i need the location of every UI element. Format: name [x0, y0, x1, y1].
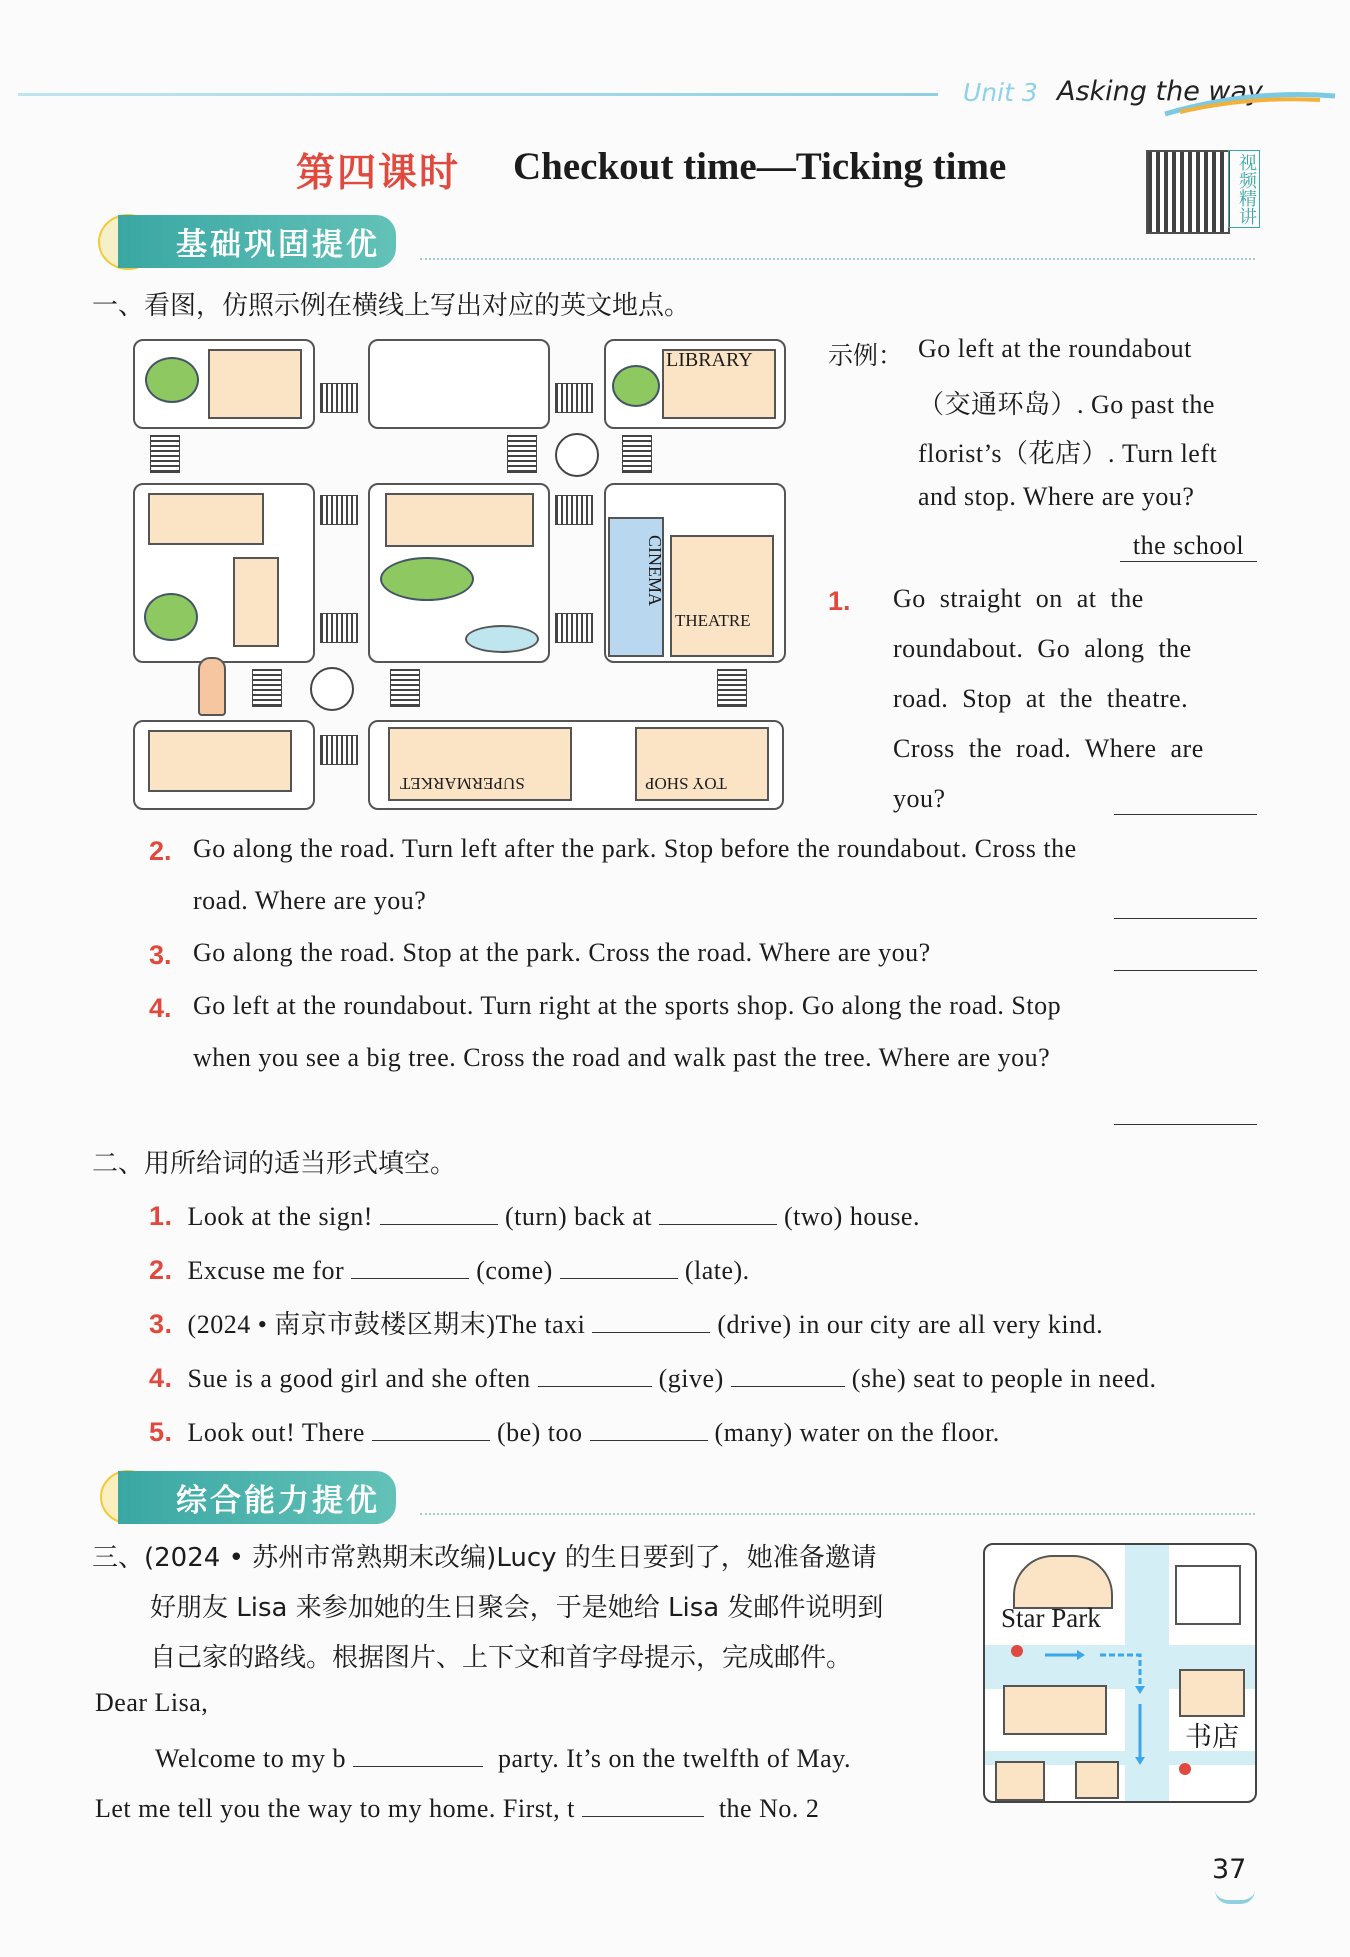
crosswalk — [390, 669, 420, 707]
q1-answer-blank[interactable] — [1114, 814, 1257, 815]
park-gate-icon — [1013, 1555, 1113, 1609]
building-icon — [1175, 1565, 1241, 1625]
fountain-icon — [465, 625, 539, 653]
s2-item-text: (turn) back at — [504, 1202, 652, 1231]
crosswalk — [622, 435, 652, 473]
s2-item-4 — [149, 1356, 1156, 1394]
s2-blank[interactable] — [659, 1194, 777, 1225]
map — [130, 335, 790, 810]
florist-building — [233, 557, 279, 647]
bakery-icon — [208, 349, 302, 419]
q1-line-2: roundabout. Go along the — [893, 634, 1192, 663]
s2-blank[interactable] — [731, 1356, 845, 1387]
section2-heading: 二、用所给词的适当形式填空。 — [92, 1149, 457, 1179]
s2-item-text: (drive) in our city are all very kind. — [717, 1310, 1104, 1339]
letter-text: Welcome to my b — [155, 1744, 346, 1773]
crosswalk — [252, 669, 282, 707]
park-trees-icon — [380, 557, 474, 601]
letter-blank-take[interactable] — [582, 1786, 704, 1817]
header-rule — [18, 93, 938, 96]
q1-line-1: Go straight on at the — [893, 584, 1144, 613]
cinema-label: CINEMA — [645, 535, 665, 606]
s2-item-text: Excuse me for — [187, 1256, 345, 1285]
example-line-2: （交通环岛）. Go past the — [918, 390, 1215, 419]
s2-item-text: (late). — [684, 1256, 750, 1285]
s2-blank[interactable] — [380, 1194, 498, 1225]
q4-number: 4. — [149, 993, 172, 1023]
q1-line-5: you? — [893, 784, 946, 813]
letter-text: Let me tell you the way to my home. First, t — [95, 1794, 575, 1823]
s2-item-text: (give) — [658, 1364, 724, 1393]
roundabout — [310, 667, 354, 711]
q2-line-1: Go along the road. Turn left after the park. Stop before the roundabout. Cross the — [193, 834, 1077, 863]
q1-line-3: road. Stop at the theatre. — [893, 684, 1189, 713]
s2-item-text: (come) — [476, 1256, 553, 1285]
theatre-label: THEATRE — [675, 611, 751, 630]
s2-item-text: (be) too — [496, 1418, 583, 1447]
s2-blank[interactable] — [538, 1356, 652, 1387]
route-map — [983, 1543, 1257, 1803]
shop-icon — [1075, 1761, 1119, 1799]
s2-item-text: Sue is a good girl and she often — [187, 1364, 531, 1393]
letter-greeting: Dear Lisa, — [95, 1688, 209, 1717]
example-line-1: Go left at the roundabout — [918, 334, 1192, 363]
example-answer: the school — [1120, 531, 1257, 562]
shop-icon — [995, 1761, 1045, 1801]
s2-blank[interactable] — [351, 1248, 469, 1279]
sports-shop-building — [385, 493, 534, 547]
example-line-4: and stop. Where are you? — [918, 482, 1195, 511]
q2-line-2: road. Where are you? — [193, 886, 427, 915]
crosswalk — [150, 435, 180, 473]
q4-line-2: when you see a big tree. Cross the road and walk past the tree. Where are you? — [193, 1043, 1051, 1072]
s2-item-number: 3. — [149, 1309, 173, 1339]
school-building — [148, 493, 264, 545]
section3-divider — [420, 1513, 1255, 1515]
s2-item-text: Look out! There — [187, 1418, 365, 1447]
crosswalk — [320, 495, 358, 525]
crosswalk — [555, 613, 593, 643]
s2-item-3 — [149, 1302, 1103, 1341]
s2-item-text: (many) water on the floor. — [714, 1418, 1000, 1447]
page-number-swoosh-icon — [1215, 1890, 1255, 1904]
s2-item-text: (two) house. — [784, 1202, 920, 1231]
s2-blank[interactable] — [590, 1410, 708, 1441]
header-swoosh-icon — [1160, 84, 1340, 124]
q2-answer-blank[interactable] — [1114, 918, 1257, 919]
q3-text: Go along the road. Stop at the park. Cross the road. Where are you? — [193, 938, 931, 967]
s2-item-number: 1. — [149, 1201, 173, 1231]
q2-number: 2. — [149, 836, 172, 866]
crosswalk — [320, 383, 358, 413]
bookshop-icon — [1179, 1669, 1245, 1717]
section1-divider — [420, 258, 1255, 260]
letter-line-1 — [155, 1736, 851, 1774]
bookshop-label: 书店 — [1185, 1722, 1239, 1753]
q4-answer-blank[interactable] — [1114, 1124, 1257, 1125]
s2-item-number: 2. — [149, 1255, 173, 1285]
bookshop-building — [148, 730, 292, 792]
s2-item-text: (2024 • 南京市鼓楼区期末)The taxi — [187, 1310, 586, 1339]
star-park-label: Star Park — [1001, 1603, 1101, 1633]
page-number: 37 — [1212, 1854, 1247, 1885]
header-unit: Unit 3 — [963, 78, 1038, 107]
location-pin-icon — [1011, 1645, 1023, 1657]
s2-item-5 — [149, 1410, 1000, 1448]
section3-heading-1: 三、(2024 • 苏州市常熟期末改编)Lucy 的生日要到了，她准备邀请 — [92, 1543, 877, 1573]
q1-line-4: Cross the road. Where are — [893, 734, 1204, 763]
section3-heading-3: 自己家的路线。根据图片、上下文和首字母提示，完成邮件。 — [150, 1643, 853, 1673]
library-label: LIBRARY — [666, 349, 753, 371]
tree-icon — [145, 357, 199, 403]
roundabout — [555, 433, 599, 477]
qr-code[interactable] — [1146, 150, 1230, 234]
letter-text: party. It’s on the twelfth of May. — [497, 1744, 851, 1773]
section1-banner: 基础巩固提优 — [118, 215, 396, 268]
q4-line-1: Go left at the roundabout. Turn right at the sports shop. Go along the road. Stop — [193, 991, 1062, 1020]
s2-item-1 — [149, 1194, 920, 1232]
toyshop-label: TOY SHOP — [645, 774, 727, 793]
s2-item-text: Look at the sign! — [187, 1202, 373, 1231]
q1-number: 1. — [828, 586, 851, 616]
crosswalk — [320, 613, 358, 643]
houses-icon — [1003, 1685, 1107, 1735]
crosswalk — [717, 669, 747, 707]
theatre-building — [670, 535, 774, 657]
example-label: 示例： — [828, 341, 904, 370]
section3-heading-2: 好朋友 Lisa 来参加她的生日聚会，于是她给 Lisa 发邮件说明到 — [150, 1593, 884, 1623]
crosswalk — [507, 435, 537, 473]
s2-blank[interactable] — [560, 1248, 678, 1279]
section3-banner: 综合能力提优 — [118, 1471, 396, 1524]
s2-blank[interactable] — [372, 1410, 490, 1441]
letter-text: the No. 2 — [718, 1794, 820, 1823]
crosswalk — [555, 495, 593, 525]
location-pin-icon — [1179, 1763, 1191, 1775]
tree-icon — [612, 365, 660, 407]
s2-item-2 — [149, 1248, 750, 1286]
s2-item-number: 4. — [149, 1363, 173, 1393]
s2-item-text: (she) seat to people in need. — [851, 1364, 1157, 1393]
lesson-title-en: Checkout time—Ticking time — [513, 145, 1007, 188]
example-line-3: florist’s（花店）. Turn left — [918, 439, 1218, 468]
crosswalk — [555, 383, 593, 413]
s2-blank[interactable] — [592, 1302, 710, 1333]
letter-blank-birthday[interactable] — [353, 1736, 483, 1767]
crosswalk — [320, 735, 358, 765]
map-block-empty — [368, 339, 550, 429]
q3-number: 3. — [149, 940, 172, 970]
letter-line-2 — [95, 1786, 819, 1824]
q3-answer-blank[interactable] — [1114, 970, 1257, 971]
qr-label: 视频精讲 — [1228, 150, 1260, 228]
header-title: Asking the way — [1057, 76, 1264, 107]
section1-heading: 一、看图，仿照示例在横线上写出对应的英文地点。 — [92, 291, 691, 321]
girl-icon — [198, 657, 226, 716]
supermarket-label: SUPERMARKET — [400, 774, 525, 793]
tree-icon — [144, 593, 198, 641]
s2-item-number: 5. — [149, 1417, 173, 1447]
lesson-title-cn: 第四课时 — [296, 150, 461, 196]
